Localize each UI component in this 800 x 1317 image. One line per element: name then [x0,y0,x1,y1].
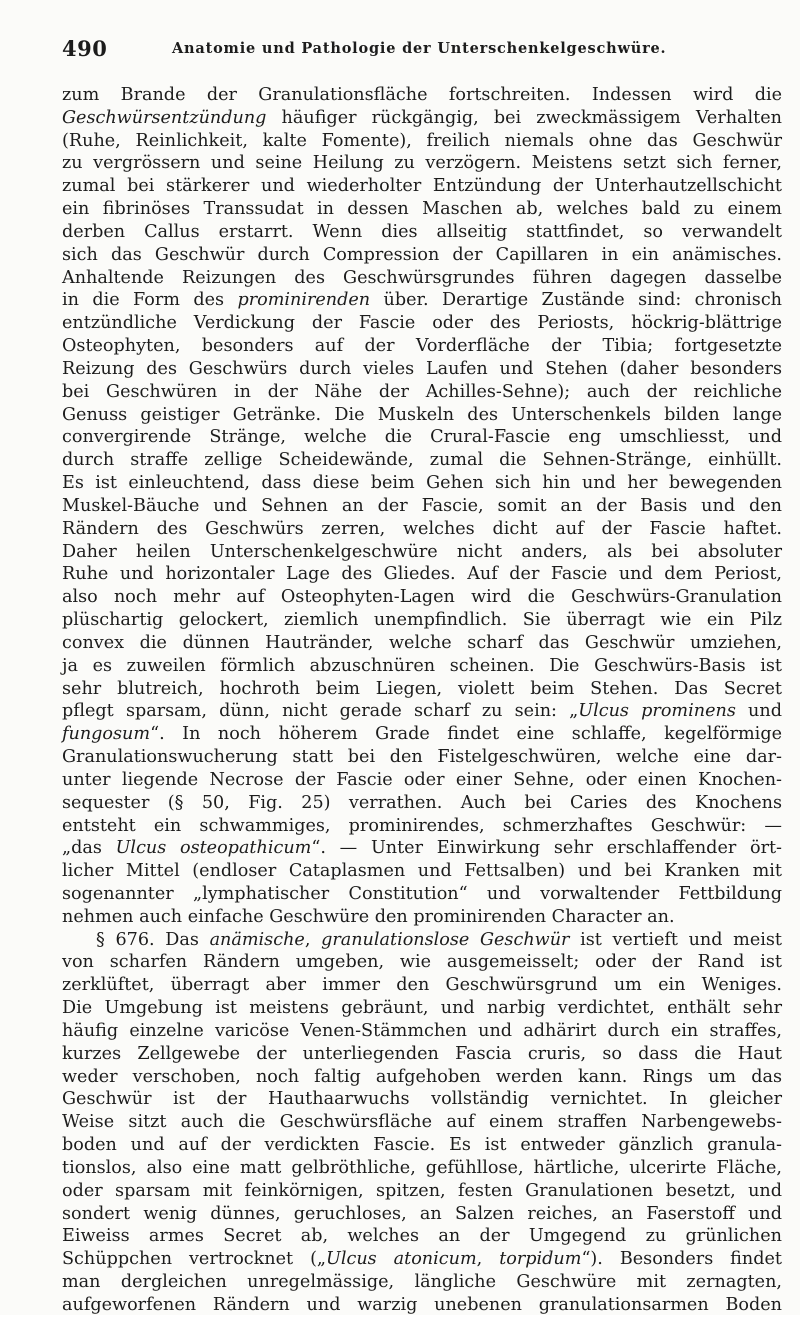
text-segment: man dergleichen unregelmässige, längliche Geschwüre mit zernagten, [62,1272,782,1293]
text-segment: , [476,1249,500,1270]
text-segment: Eiweiss armes Secret ab, welches an der Umgegend zu grünlichen [62,1226,782,1247]
text-segment: zum Brande der Granulationsfläche fortschreiten. Indessen wird die [62,85,782,105]
text-line [62,175,782,198]
text-segment: Es ist einleuchtend, dass diese beim Gehen sich hin und her bewegenden [62,473,782,494]
text-line [62,974,782,997]
text-line [62,404,782,427]
text-line [62,358,782,381]
text-line [62,267,782,290]
text-line [62,289,782,312]
text-segment: ja es zuweilen förmlich abzuschnüren scheinen. Die Geschwürs-Basis ist [62,655,782,676]
text-segment: Ruhe und horizontaler Lage des Gliedes. Auf der Fascie und dem Periost, [62,564,782,585]
text-line [62,1066,782,1089]
text-line [62,906,782,929]
text-segment: “. In noch höherem Grade findet eine schlaffe, kegelförmige [150,724,782,745]
text-line [62,84,782,107]
italic-text: anämische [209,929,305,950]
text-line [62,381,782,404]
text-line [62,244,782,267]
text-segment: oder sparsam mit feinkörnigen, spitzen, festen Granulationen besetzt, und [62,1180,782,1201]
text-segment: in die Form des [62,290,238,311]
text-line [62,1225,782,1248]
text-line [62,335,782,358]
text-segment: pflegt sparsam, dünn, nicht gerade scharf zu sein: „ [62,701,579,722]
text-line [62,472,782,495]
text-segment: entzündliche Verdickung der Fascie oder des Periosts, höckrig-blättrige [62,313,782,334]
text-segment: boden und auf der verdickten Fascie. Es ist entweder gänzlich granula- [62,1135,782,1156]
text-line [62,563,782,586]
text-line [62,609,782,632]
text-line [62,495,782,518]
text-line [62,723,782,746]
text-segment: häufiger rückgängig, bei zweckmässigem Verhalten [266,107,782,128]
text-segment: licher Mittel (endloser Cataplasmen und Fettsalben) und bei Kranken mit [62,861,782,882]
running-title: Anatomie und Pathologie der Unterschenkelgeschwüre. [172,40,667,57]
text-line [62,929,782,952]
text-segment: plüschartig gelockert, ziemlich unempfindlich. Sie überragt wie ein Pilz [62,610,782,631]
text-line [62,1203,782,1226]
body-text [62,84,782,1317]
italic-text: fungosum [62,724,151,745]
text-line [62,678,782,701]
text-segment: convergirende Stränge, welche die Crural-Fascie eng umschliesst, und [62,427,782,448]
italic-text: granulationslose Geschwür [321,929,570,950]
text-segment: zu vergrössern und seine Heilung zu verzögern. Meistens setzt sich ferner, [62,153,782,174]
page-number: 490 [62,36,108,61]
text-line [62,1248,782,1271]
text-segment: durch straffe zellige Scheidewände, zumal die Sehnen-Stränge, einhüllt. [62,450,782,471]
text-line [62,815,782,838]
text-line [62,518,782,541]
text-segment: ein fibrinöses Transsudat in dessen Maschen ab, welches bald zu einem [62,199,782,220]
text-segment: Osteophyten, besonders auf der Vorderfläche der Tibia; fortgesetzte [62,336,782,357]
text-segment: Geschwür ist der Hauthaarwuchs vollständig vernichtet. In gleicher [62,1089,782,1110]
text-line [62,426,782,449]
text-line [62,746,782,769]
text-segment: Die Umgebung ist meistens gebräunt, und narbig verdichtet, enthält sehr [62,998,782,1019]
text-segment: “). Besonders findet [581,1249,782,1270]
text-segment: (Ruhe, Reinlichkeit, kalte Fomente), freilich niemals ohne das Geschwür [62,130,782,151]
text-segment: sich das Geschwür durch Compression der Capillaren in ein anämisches. [62,244,782,265]
text-line [62,1157,782,1180]
text-line [62,951,782,974]
italic-text: prominirenden [237,290,371,311]
text-segment: kurzes Zellgewebe der unterliegenden Fascia cruris, so dass die Haut [62,1043,782,1064]
text-segment: von scharfen Rändern umgeben, wie ausgemeisselt; oder der Rand ist [62,952,782,973]
text-line [62,1294,782,1317]
text-segment: „das [62,838,116,859]
italic-text: Ulcus prominens [578,701,736,722]
text-segment: und [735,701,782,722]
text-segment: Weise sitzt auch die Geschwürsfläche auf einem straffen Narbengewebs- [62,1112,782,1133]
text-line [62,700,782,723]
text-segment: sehr blutreich, hochroth beim Liegen, violett beim Stehen. Das Secret [62,678,782,699]
text-line [62,107,782,130]
text-line [62,586,782,609]
text-segment: Schüppchen vertrocknet („ [62,1249,327,1270]
text-segment: derben Callus erstarrt. Wenn dies allseitig stattfindet, so verwandelt [62,221,782,242]
text-line [62,655,782,678]
text-segment: ist vertieft und meist [569,929,782,950]
text-line [62,860,782,883]
text-segment: also noch mehr auf Osteophyten-Lagen wird die Geschwürs-Granulation [62,587,782,608]
text-segment: “. — Unter Einwirkung sehr erschlaffender ört- [311,838,782,859]
text-segment: bei Geschwüren in der Nähe der Achilles-Sehne); auch der reichliche [62,381,782,402]
text-segment: über. Derartige Zustände sind: chronisch [370,290,783,311]
italic-text: torpidum [499,1249,582,1270]
text-segment: Genuss geistiger Getränke. Die Muskeln des Unterschenkels bilden lange [62,404,782,425]
text-segment: sequester (§ 50, Fig. 25) verrathen. Auch bei Caries des Knochens [62,792,782,813]
text-segment: § 676. Das [96,929,210,950]
text-segment: Muskel-Bäuche und Sehnen an der Fascie, somit an der Basis und den [62,495,782,516]
text-segment: aufgeworfenen Rändern und warzig unebenen granulationsarmen Boden [62,1294,782,1315]
text-segment: nehmen auch einfache Geschwüre den prominirenden Character an. [62,906,675,927]
text-line [62,198,782,221]
text-segment: häufig einzelne varicöse Venen-Stämmchen und adhärirt durch ein straffes, [62,1020,782,1041]
text-segment: Rändern des Geschwürs zerren, welches dicht auf der Fascie haftet. [62,518,782,539]
text-segment: , [304,929,322,950]
text-line [62,130,782,153]
text-segment: Granulationswucherung statt bei den Fistelgeschwüren, welche eine dar- [62,747,782,768]
text-segment: convex die dünnen Hautränder, welche scharf das Geschwür umziehen, [62,632,782,653]
text-line [62,837,782,860]
text-line [62,997,782,1020]
text-segment: weder verschoben, noch faltig aufgehoben werden kann. Rings um das [62,1066,782,1087]
italic-text: Ulcus osteopathicum [115,838,312,859]
text-line [62,1271,782,1294]
text-line [62,312,782,335]
text-line [62,1043,782,1066]
text-line [62,152,782,175]
text-line [62,1180,782,1203]
text-line [62,1020,782,1043]
text-segment: sondert wenig dünnes, geruchloses, an Salzen reiches, an Faserstoff und [62,1203,782,1224]
text-line [62,221,782,244]
text-line [62,632,782,655]
italic-text: Ulcus atonicum [326,1249,477,1270]
text-segment: Daher heilen Unterschenkelgeschwüre nicht anders, als bei absoluter [62,541,782,562]
text-line [62,1111,782,1134]
text-line [62,792,782,815]
text-line [62,1134,782,1157]
text-segment: tionslos, also eine matt gelbröthliche, gefühllose, härtliche, ulcerirte Fläche, [62,1157,782,1178]
text-segment: Anhaltende Reizungen des Geschwürsgrundes führen dagegen dasselbe [62,267,782,288]
text-line [62,449,782,472]
text-line [62,883,782,906]
text-segment: zumal bei stärkerer und wiederholter Entzündung der Unterhautzellschicht [62,176,782,197]
text-line [62,541,782,564]
italic-text: Geschwürsentzündung [62,107,267,128]
text-line [62,1088,782,1111]
text-segment: sogenannter „lymphatischer Constitution“ und vorwaltender Fettbildung [62,883,782,904]
running-head [62,36,782,62]
text-line [62,769,782,792]
text-segment: zerklüftet, überragt aber immer den Geschwürsgrund um ein Weniges. [62,975,782,996]
text-segment: unter liegende Necrose der Fascie oder einer Sehne, oder einen Knochen- [62,769,782,790]
text-segment: Reizung des Geschwürs durch vieles Laufen und Stehen (daher besonders [62,358,782,379]
text-segment: entsteht ein schwammiges, prominirendes, schmerzhaftes Geschwür: — [62,815,782,836]
